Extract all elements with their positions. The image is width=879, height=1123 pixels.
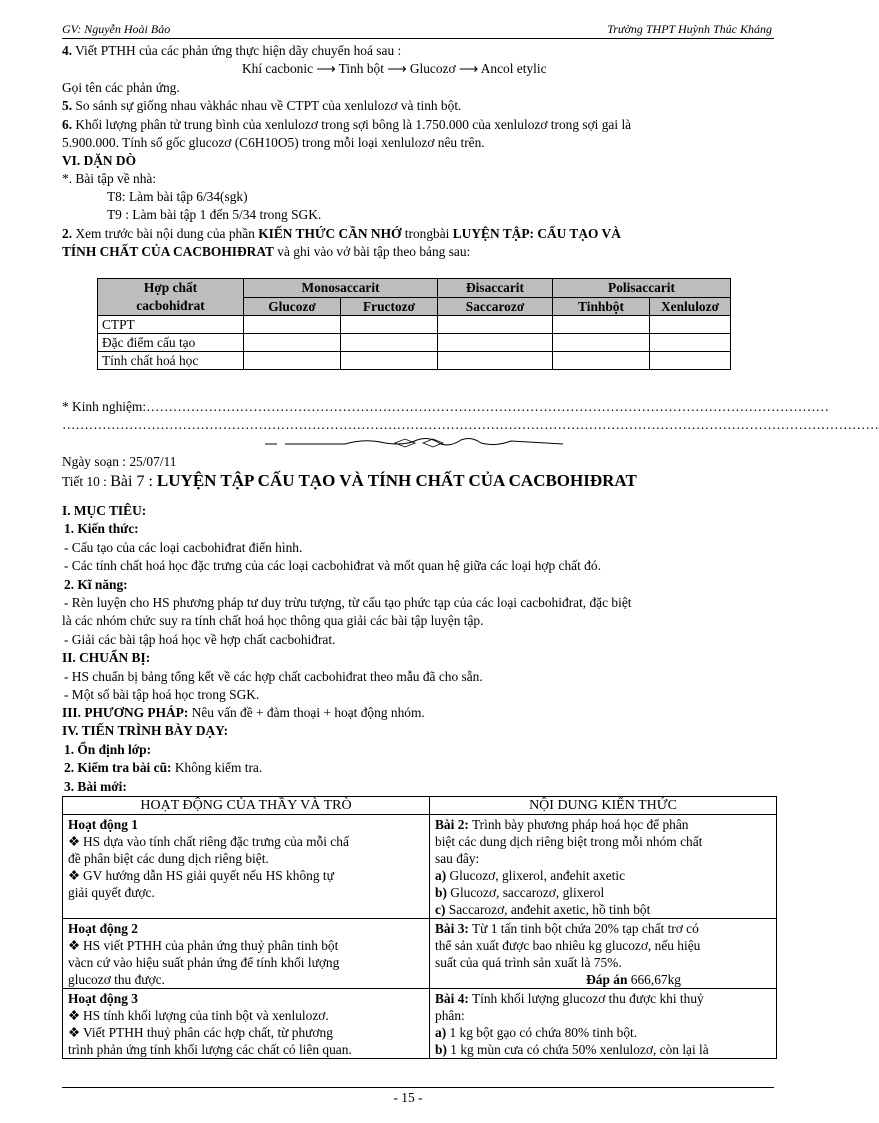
summary-group-poly: Polisaccarit xyxy=(553,279,731,298)
summary-corner: Hợp chất cacbohiđrat xyxy=(98,279,244,316)
skills-title: 2. Kĩ năng: xyxy=(64,577,128,592)
activity-row: Hoạt động 3 ❖ HS tính khối lượng của tinh bột và xenlulozơ. ❖ Viết PTHH thuỷ phân các hợp chất, từ phương trình phản ứng tính khối lượng các chất có liên quan. Bài 4: Tính khối lượng glucozơ thu được khi thuỷ phân: a) 1 kg bột gạo có chứa 80% tinh bột. b) 1 kg mùn cưa có chứa 50% xenlulozơ, còn lại là xyxy=(63,989,777,1059)
activities-table xyxy=(62,796,777,1059)
skill-1: - Rèn luyện cho HS phương pháp tư duy trừu tượng, từ cấu tạo phức tạp của các loại cacbohiđrat, đặc biệt xyxy=(64,595,632,610)
knowledge-2: - Các tính chất hoá học đặc trưng của các loại cacbohiđrat và mốt quan hệ giữa các loại hợp chất đó. xyxy=(64,558,601,573)
dando-item-1: *. Bài tập về nhà: xyxy=(62,171,157,186)
activities-col-content: NỘI DUNG KIẾN THỨC xyxy=(430,797,777,815)
activity-row: Hoạt động 2 ❖ HS viết PTHH của phản ứng thuỷ phân tinh bột vàcn cứ vào hiệu suất phản ứng để tính khối lượng glucozơ thu được. Bài 3: Từ 1 tấn tinh bột chứa 20% tạp chất trơ có thể sản xuất được bao nhiêu kg glucozơ, nếu hiệu suất của quá trình sản xuất là 75%. Đáp án 666,67kg xyxy=(63,919,777,989)
summary-col: Saccarozơ xyxy=(438,297,553,316)
lesson-title-line: Tiết 10 : Bài 7 : LUYỆN TẬP CẤU TẠO VÀ TÍNH CHẤT CỦA CACBOHIĐRAT xyxy=(62,471,637,490)
question-4-name: Gọi tên các phản ứng. xyxy=(62,80,180,95)
summary-col: Tinhbột xyxy=(553,297,650,316)
kinh-nghiem-line: ………………………………………………………………………………………………………………………………………………………………… xyxy=(62,417,879,432)
knowledge-1: - Cấu tạo của các loại cacbohiđrat điển hình. xyxy=(64,540,303,555)
summary-row: Tính chất hoá học xyxy=(98,352,731,370)
summary-table xyxy=(97,278,731,370)
summary-col: Xenlulozơ xyxy=(650,297,731,316)
process-title: IV. TIẾN TRÌNH BÀY DẠY: xyxy=(62,723,229,738)
page-header xyxy=(62,22,774,39)
footer-rule xyxy=(62,1087,774,1088)
diamond-icon: ❖ xyxy=(68,1008,81,1023)
kinh-nghiem-line: * Kinh nghiệm:……………………………………………………………………………………………………………………………………… xyxy=(62,399,829,414)
lesson-title: LUYỆN TẬP CẤU TẠO VÀ TÍNH CHẤT CỦA CACBOHIĐRAT xyxy=(156,471,637,490)
diamond-icon: ❖ xyxy=(68,1025,81,1040)
prep-2: - Một số bài tập hoá học trong SGK. xyxy=(64,687,260,702)
process-step-3: 3. Bài mới: xyxy=(64,779,127,794)
method: III. PHƯƠNG PHÁP: Nêu vấn đề + đàm thoại + hoạt động nhóm. xyxy=(62,705,425,720)
page-number: - 15 - xyxy=(393,1090,423,1105)
dando-item-2: 2. Xem trước bài nội dung của phần KIẾN THỨC CẦN NHỚ trongbài LUYỆN TẬP: CẤU TẠO VÀ xyxy=(62,226,621,241)
summary-group-di: Đisaccarit xyxy=(438,279,553,298)
section-dando-title: VI. DẶN DÒ xyxy=(62,153,137,168)
question-5: 5. So sánh sự giống nhau vàkhác nhau về CTPT của xenlulozơ và tinh bột. xyxy=(62,98,462,113)
skill-1-cont: là các nhóm chức suy ra tính chất hoá học thông qua giải các bài tập luyện tập. xyxy=(62,613,484,628)
summary-col: Fructozơ xyxy=(341,297,438,316)
reaction-chain: Khí cacbonic ⟶ Tinh bột ⟶ Glucozơ ⟶ Ancol etylic xyxy=(242,61,547,76)
activities-col-teacher: HOẠT ĐỘNG CỦA THẦY VÀ TRÒ xyxy=(63,797,430,815)
question-6-cont: 5.900.000. Tính số gốc glucozơ (C6H10O5) trong mỗi loại xenlulozơ nêu trên. xyxy=(62,135,485,150)
lesson-date: Ngày soạn : 25/07/11 xyxy=(62,454,177,469)
summary-row: Đặc điểm cấu tạo xyxy=(98,334,731,352)
ornament-divider xyxy=(255,434,575,452)
diamond-icon: ❖ xyxy=(68,868,81,883)
objectives-title: I. MỤC TIÊU: xyxy=(62,503,147,518)
process-step-2: 2. Kiểm tra bài cũ: Không kiểm tra. xyxy=(64,760,263,775)
prep-1: - HS chuẩn bị bảng tổng kết về các hợp chất cacbohiđrat theo mẫu đã cho sẵn. xyxy=(64,669,483,684)
question-4: 4. Viết PTHH của các phản ứng thực hiện dãy chuyển hoá sau : xyxy=(62,43,402,58)
summary-group-mono: Monosaccarit xyxy=(244,279,438,298)
activity-row: Hoạt động 1 ❖ HS dựa vào tính chất riêng đặc trưng của mỗi chấ đề phân biệt các dung dịch riêng biệt. ❖ GV hướng dẫn HS giải quyết nếu HS không tự giải quyết được. Bài 2: Trình bày phương pháp hoá học để phân biệt các dung dịch riêng biệt trong mỗi nhóm chất sau đây: a) Glucozơ, glixerol, anđehit axetic b) Glucozơ, saccarozơ, glixerol c) Saccarozơ, anđehit axetic, hồ tinh bột xyxy=(63,815,777,919)
dando-t9: T9 : Làm bài tập 1 đến 5/34 trong SGK. xyxy=(107,207,322,222)
summary-row: CTPT xyxy=(98,316,731,334)
question-6: 6. Khối lượng phân tử trung bình của xenlulozơ trong sợi bông là 1.750.000 của xenlulozơ trong sợi gai là xyxy=(62,117,632,132)
diamond-icon: ❖ xyxy=(68,834,81,849)
summary-col: Glucozơ xyxy=(244,297,341,316)
header-author: GV: Nguyễn Hoài Bảo xyxy=(62,22,171,36)
process-step-1: 1. Ổn định lớp: xyxy=(64,742,152,757)
header-school: Trường THPT Huỳnh Thúc Kháng xyxy=(607,22,772,36)
knowledge-title: 1. Kiến thức: xyxy=(64,521,139,536)
dando-t8: T8: Làm bài tập 6/34(sgk) xyxy=(107,189,248,204)
skill-2: - Giải các bài tập hoá học về hợp chất cacbohiđrat. xyxy=(64,632,336,647)
diamond-icon: ❖ xyxy=(68,938,81,953)
prep-title: II. CHUẨN BỊ: xyxy=(62,650,151,665)
dando-item-2-cont: TÍNH CHẤT CỦA CACBOHIĐRAT và ghi vào vở bài tập theo bảng sau: xyxy=(62,244,471,259)
